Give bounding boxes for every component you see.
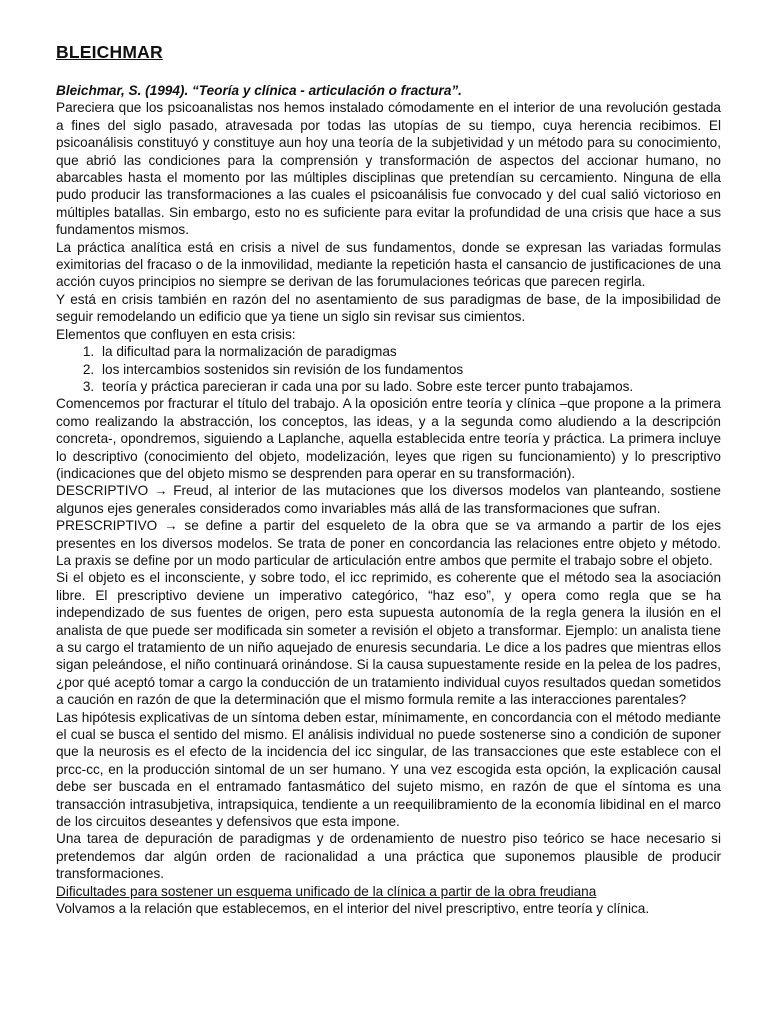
- section-heading: Dificultades para sostener un esquema unificado de la clínica a partir de la obra freudiana: [56, 883, 597, 899]
- list-item: 1. la dificultad para la normalización de paradigmas: [98, 343, 721, 360]
- paragraph: DESCRIPTIVO → Freud, al interior de las mutaciones que los diversos modelos van planteando, sostiene algunos ejes generales considerados como invariables más allá de las transformaciones que sufran.: [56, 483, 721, 516]
- document-title: BLEICHMAR: [56, 42, 163, 62]
- document-body: [56, 82, 721, 918]
- paragraph: PRESCRIPTIVO → se define a partir del esqueleto de la obra que se va armando a partir de los ejes presentes en los diversos modelos. Se trata de poner en concordancia las relaciones entre objeto y método. La praxis se define por un modo particular de articulación entre ambos que permite el trabajo sobre el objeto.: [56, 518, 721, 568]
- closing-paragraph: Volvamos a la relación que establecemos, en el interior del nivel prescriptivo, entre teoría y clínica.: [56, 901, 650, 917]
- paragraph: La práctica analítica está en crisis a nivel de sus fundamentos, donde se expresan las variadas formulas eximitorias del fracaso o de la inmovilidad, mediante la repetición hasta el cansancio de justificaciones de una acción cuyos principios no siempre se derivan de las forumulaciones teóricas que parecen regirla.: [56, 239, 721, 290]
- paragraph: Una tarea de depuración de paradigmas y de ordenamiento de nuestro piso teórico se hace necesario si pretendemos dar algún orden de racionalidad a una práctica que suponemos plausible de producir transformaciones.: [56, 831, 721, 882]
- list-item: 3. teoría y práctica parecieran ir cada una por su lado. Sobre este tercer punto trabajamos.: [98, 378, 721, 395]
- paragraph: Las hipótesis explicativas de un síntoma deben estar, mínimamente, en concordancia con el método mediante el cual se busca el sentido del mismo. El análisis individual no puede sostenerse sino a condición de suponer que la neurosis es el efecto de la incidencia del icc singular, de las transacciones que este establece con el prcc-cc, en la producción sintomal de un ser humano. Y una vez escogida esta opción, la explicación causal debe ser buscada en el entramado fantasmático del sujeto mismo, en razón de que el síntoma es una transacción intrasubjetiva, intrapsiquica, tendiente a un reequilibramiento de la economía libidinal en el marco de los circuitos deseantes y defensivos que esta impone.: [56, 709, 721, 830]
- paragraph: Y está en crisis también en razón del no asentamiento de sus paradigmas de base, de la imposibilidad de seguir remodelando un edificio que ya tiene un siglo sin revisar sus cimientos.: [56, 291, 721, 325]
- citation: Bleichmar, S. (1994). “Teoría y clínica - articulación o fractura”.: [56, 83, 462, 98]
- paragraph: Si el objeto es el inconsciente, y sobre todo, el icc reprimido, es coherente que el método sea la asociación libre. El prescriptivo deviene un imperativo categórico, “haz eso”, y opera como regla que se ha independizado de sus fuentes de origen, pero esta supuesta autonomía de la regla genera la ilusión en el analista de que puede ser modificada sin someter a revisión el objeto a transformar. Ejemplo: un analista tiene a su cargo el tratamiento de un niño aquejado de enuresis secundaria. Le dice a los padres que mientras ellos sigan peleándose, el niño continuará orinándose. Si la causa supuestamente reside en la pelea de los padres, ¿por qué aceptó tomar a cargo la conducción de un tratamiento individual cuyos resultados quedan sometidos a caución en razón de que la determinación que el mismo formula remite a las interacciones parentales?: [56, 570, 721, 708]
- paragraph: Elementos que confluyen en esta crisis:: [56, 326, 296, 342]
- crisis-elements-list: [56, 343, 721, 395]
- paragraph: Comencemos por fracturar el título del trabajo. A la oposición entre teoría y clínica –que propone a la primera como realizando la abstracción, los conceptos, las ideas, y a la segunda como aludiendo a la descripción concreta-, opondremos, siguiendo a Laplanche, aquella establecida entre teoría y práctica. La primera incluye lo descriptivo (conocimiento del objeto, modelización, leyes que rigen su funcionamiento) y lo prescriptivo (indicaciones que del objeto mismo se desprenden para operar en su transformación).: [56, 396, 721, 481]
- paragraph: Pareciera que los psicoanalistas nos hemos instalado cómodamente en el interior de una revolución gestada a fines del siglo pasado, atravesada por todas las utopías de su tiempo, cuya herencia recibimos. El psicoanálisis constituyó y constituye aun hoy una teoría de la subjetividad y un método para su conocimiento, que abrió las condiciones para la comprensión y transformación de aspectos del accionar humano, no abarcables hasta el momento por las múltiples disciplinas que pretendían su cercamiento. Ninguna de ella pudo producir las transformaciones a las cuales el psicoanálisis fue convocado y del cual salió victorioso en múltiples batallas. Sin embargo, esto no es suficiente para evitar la profundidad de una crisis que hace a sus fundamentos mismos.: [56, 100, 721, 238]
- list-item: 2. los intercambios sostenidos sin revisión de los fundamentos: [98, 361, 721, 378]
